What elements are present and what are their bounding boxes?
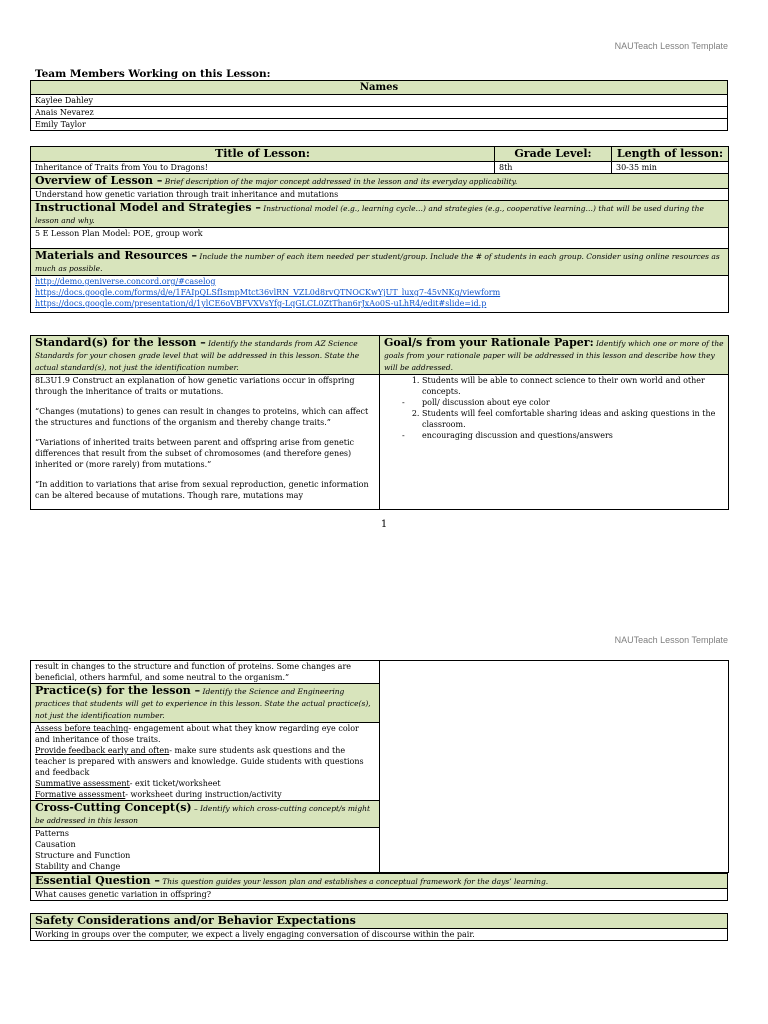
essential-question-text: What causes genetic variation in offspring?: [31, 889, 728, 901]
goals-label: Goal/s from your Rationale Paper:: [384, 336, 594, 349]
model-text: 5 E Lesson Plan Model: POE, group work: [31, 228, 729, 249]
crosscutting-text: [31, 828, 380, 873]
practice-item-1: [35, 723, 375, 745]
goal-text-2: Students will feel comfortable sharing ideas and asking questions in the classroom.: [422, 409, 716, 429]
practices-note: Identify the Science and Engineering practices that students will get to experience in this lesson. State the actual practice(s), not just the identification number.: [35, 687, 371, 720]
practice-lead-2: Provide feedback early and often: [35, 746, 170, 755]
goals-text: [380, 375, 729, 510]
lesson-title: Inheritance of Traits from You to Dragons!: [31, 162, 495, 174]
model-heading: [31, 201, 729, 228]
overview-note: Brief description of the major concept addressed in the lesson and its everyday applicability.: [162, 177, 518, 186]
resource-link-1[interactable]: http://demo.geniverse.concord.org/#caselog: [35, 277, 216, 286]
overview-heading: [31, 174, 729, 189]
practices-label: Practice(s) for the lesson –: [35, 684, 201, 697]
overview-text: Understand how genetic variation through trait inheritance and mutations: [31, 189, 729, 201]
practice-rest-2: - make sure students ask questions and the teacher is prepared with answers and knowledge. Guide students with questions and feedback: [35, 746, 364, 777]
team-name-2: Anais Nevarez: [31, 107, 728, 119]
title-header: Title of Lesson:: [31, 147, 495, 162]
team-name-3: Emily Taylor: [31, 119, 728, 131]
practice-item-4: [35, 789, 375, 800]
goal-sub-text-2: encouraging discussion and questions/answers: [422, 431, 613, 440]
model-label: Instructional Model and Strategies –: [35, 201, 261, 214]
practices-table: [30, 660, 729, 873]
crosscutting-item-4: Stability and Change: [35, 862, 121, 871]
practices-heading: [31, 684, 380, 723]
materials-note: Include the number of each item needed per student/group. Include the # of students in each group. Consider using online resources as much as possible.: [35, 252, 720, 273]
safety-text: Working in groups over the computer, we expect a lively engaging conversation of discourse within the pair.: [31, 929, 728, 941]
standards-heading: [31, 336, 380, 375]
lesson-length: 30-35 min: [612, 162, 729, 174]
standards-label: Standard(s) for the lesson –: [35, 336, 206, 349]
resource-link-3[interactable]: https://docs.google.com/presentation/d/1ylCE6oVBFVXVsYfg-LqGLCL0ZtThan6rJxAo0S-uLhR4/edit#slide=id.p: [35, 299, 487, 308]
goal-text-1: Students will be able to connect science to their own world and other concepts.: [422, 376, 705, 396]
safety-table: [30, 913, 728, 941]
goals-note: Identify which one or more of the goals from your rationale paper will be addressed in this lesson and describe how they will be addressed.: [384, 339, 724, 372]
practice-item-2: [35, 745, 375, 778]
length-header: Length of lesson:: [612, 147, 729, 162]
grade-header: Grade Level:: [495, 147, 612, 162]
standards-text: [31, 375, 380, 510]
practice-rest-1: - engagement about what they know regarding eye color and inheritance of those traits.: [35, 724, 359, 744]
page-header-2: NAUTeach Lesson Template: [614, 635, 728, 645]
standard-quote-3: “In addition to variations that arise from sexual reproduction, genetic information can be altered because of mutations. Though rare, mutations may: [35, 480, 369, 500]
lesson-info-table: [30, 146, 729, 313]
crosscutting-item-1: Patterns: [35, 829, 70, 838]
team-name-1: Kaylee Dahley: [31, 95, 728, 107]
crosscutting-label: Cross-Cutting Concept(s): [35, 801, 192, 814]
goals-heading: [380, 336, 729, 375]
team-members-label: Team Members Working on this Lesson:: [35, 68, 271, 80]
practice-lead-3: Summative assessment: [35, 779, 130, 788]
practice-lead-1: Assess before teaching: [35, 724, 129, 733]
overview-label: Overview of Lesson –: [35, 174, 163, 187]
practice-rest-3: - exit ticket/worksheet: [129, 779, 221, 788]
materials-links: [31, 276, 729, 313]
materials-heading: [31, 249, 729, 276]
page-header: NAUTeach Lesson Template: [614, 41, 728, 51]
names-header: Names: [31, 81, 728, 95]
goal-item-2: [422, 408, 724, 430]
right-blank-cell: [380, 661, 729, 873]
resource-link-2[interactable]: https://docs.google.com/forms/d/e/1FAIpQLSfIsmpMtct36vlRN_VZL0d8rvQTNOCKwYjUT_luxg7-45vNKg/viewform: [35, 288, 501, 297]
goal-sub-2: - encouraging discussion and questions/answers: [402, 431, 613, 440]
crosscutting-heading: [31, 801, 380, 828]
goals-list: [384, 375, 724, 441]
essential-label: Essential Question –: [35, 874, 160, 887]
crosscutting-item-2: Causation: [35, 840, 76, 849]
crosscutting-note: Identify which cross-cutting concept/s might be addressed in this lesson: [35, 804, 370, 825]
safety-heading: Safety Considerations and/or Behavior Expectations: [31, 914, 728, 929]
practice-item-3: [35, 778, 375, 789]
practice-lead-4: Formative assessment: [35, 790, 126, 799]
team-names-table: [30, 80, 728, 131]
crosscutting-item-3: Structure and Function: [35, 851, 131, 860]
goal-item-1: [422, 375, 724, 397]
goal-sub-1: - poll/ discussion about eye color: [402, 398, 550, 407]
crosscutting-dash: –: [191, 804, 198, 813]
practice-rest-4: - worksheet during instruction/activity: [125, 790, 282, 799]
materials-label: Materials and Resources –: [35, 249, 198, 262]
goal-sub-text-1: poll/ discussion about eye color: [422, 398, 550, 407]
standard-code: 8L3U1.9 Construct an explanation of how genetic variations occur in offspring through the inheritance of traits or mutations.: [35, 376, 355, 396]
essential-heading: [31, 874, 728, 889]
grade-level: 8th: [495, 162, 612, 174]
practices-text: [31, 723, 380, 801]
standards-continued: result in changes to the structure and function of proteins. Some changes are beneficial, others harmful, and some neutral to the organism.”: [31, 661, 380, 684]
model-note: Instructional model (e.g., learning cycle…) and strategies (e.g., cooperative learning…) that will be used during the lesson and why.: [35, 204, 704, 225]
page-number: 1: [380, 519, 388, 530]
standards-goals-table: [30, 335, 729, 510]
essential-question-table: [30, 873, 728, 901]
standard-quote-1: “Changes (mutations) to genes can result in changes to proteins, which can affect the structures and functions of the organism and thereby change traits.”: [35, 407, 369, 427]
essential-note: This question guides your lesson plan and establishes a conceptual framework for the days’ learning.: [159, 877, 549, 886]
standard-quote-2: “Variations of inherited traits between parent and offspring arise from genetic differences that result from the subset of chromosomes (and therefore genes) inherited or (more rarely) from mutations.”: [35, 438, 355, 469]
standards-note: Identify the standards from AZ Science Standards for your chosen grade level that will be addressed in this lesson. State the actual standard(s), not just the identification number.: [35, 339, 360, 372]
